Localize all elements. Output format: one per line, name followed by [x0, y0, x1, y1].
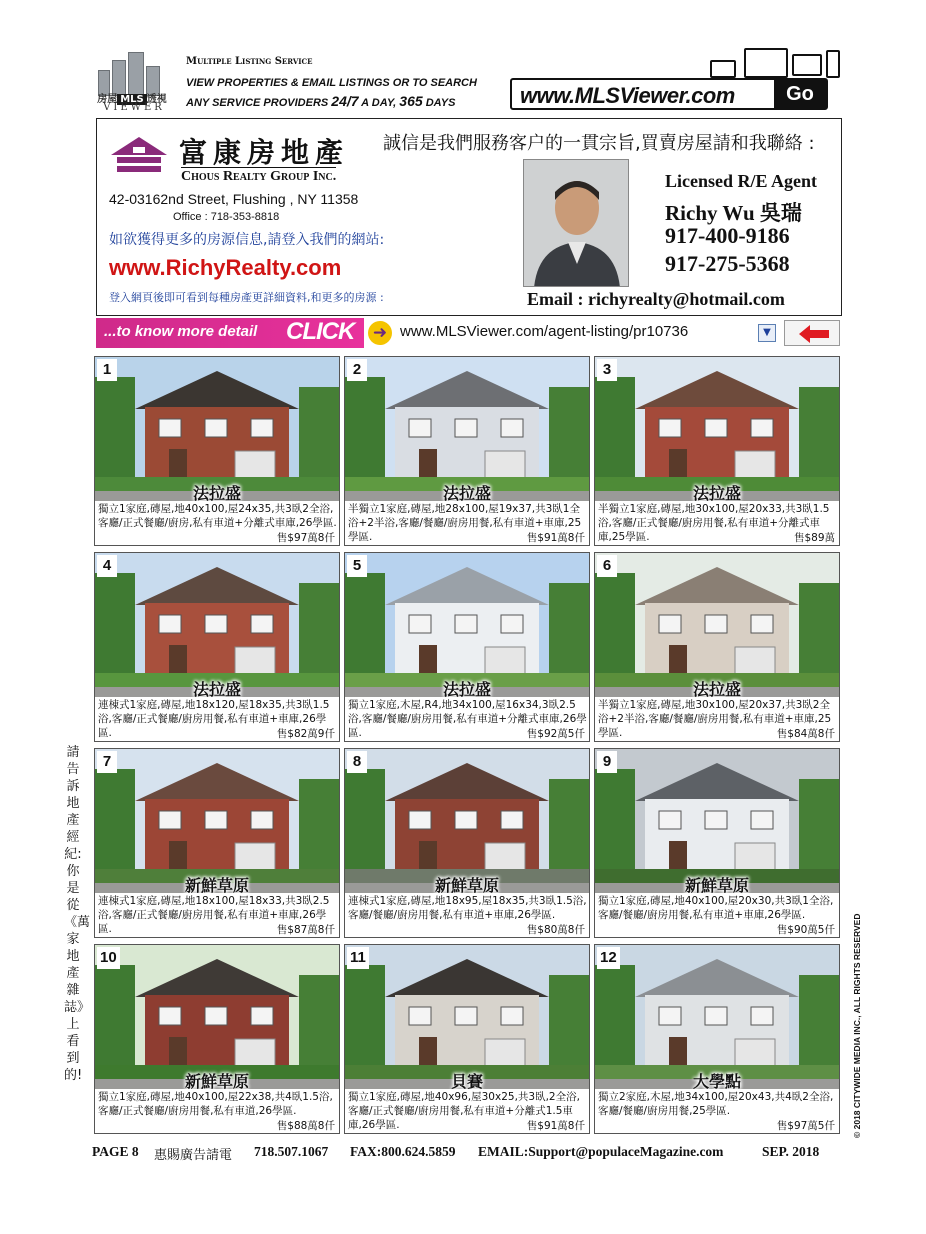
- agent-name: Richy Wu 吳瑞: [665, 201, 802, 225]
- listing-price: 售$84萬8仟: [774, 726, 835, 741]
- company-address: 42-03162nd Street, Flushing , NY 11358: [109, 191, 359, 207]
- listing-area: 大學點: [692, 1072, 741, 1091]
- listing-price: 售$92萬5仟: [524, 726, 585, 741]
- listing-price: 售$91萬8仟: [524, 530, 585, 545]
- more-detail-text: ...to know more detail: [104, 323, 258, 340]
- page-footer: [92, 1144, 844, 1164]
- mls-banner: [92, 44, 844, 118]
- house-photo[interactable]: [95, 553, 339, 697]
- listing-card[interactable]: [94, 944, 340, 1134]
- listing-description: 獨立1家庭,磚屋,地40x100,屋24x35,共3臥2全浴,客廳/正式餐廳/廚房,私有車道+分離式車庫,26學區.: [98, 503, 337, 529]
- chous-realty-logo: [109, 135, 169, 177]
- back-arrow-button[interactable]: [784, 320, 840, 346]
- logo-caption: 房屋 MLS 透視: [97, 94, 167, 105]
- office-phone: Office : 718-353-8818: [173, 211, 280, 223]
- listing-description: 獨立1家庭,磚屋,地40x100,屋22x38,共4臥1.5浴,客廳/正式餐廳/廚房用餐,私有車道,26學區.: [98, 1091, 333, 1117]
- devices-illustration: [708, 44, 842, 80]
- mls-tagline-2: ANY SERVICE PROVIDERS 24/7 A DAY, 365 DAYS: [186, 93, 456, 109]
- listing-number: 12: [597, 947, 620, 969]
- listing-description: 獨立1家庭,磚屋,地40x96,屋30x25,共3臥,2全浴,客廳/正式餐廳/廚房用餐,私有車道+分離式1.5車庫,26學區.: [348, 1091, 580, 1131]
- agent-email[interactable]: Email : richyrealty@hotmail.com: [527, 289, 785, 309]
- listing-card[interactable]: [344, 944, 590, 1134]
- listing-number: 2: [347, 359, 367, 381]
- company-name-en: Chous Realty Group Inc.: [181, 169, 337, 184]
- listing-description: 連棟式1家庭,磚屋,地18x120,屋18x35,共3臥1.5浴,客廳/正式餐廳/廚房用餐,私有車道+車庫,26學區.: [98, 699, 330, 739]
- click-bar: [96, 318, 842, 348]
- agent-motto: 誠信是我們服務客户的一貫宗旨,買賣房屋請和我聯絡 :: [383, 133, 815, 154]
- support-email[interactable]: EMAIL:Support@populaceMagazine.com: [478, 1144, 724, 1159]
- side-note-cn: 請告訴地產經紀: 你是從《萬家地產雜誌》上看到的!: [64, 745, 91, 1083]
- listing-card[interactable]: [94, 748, 340, 938]
- chevron-down-icon[interactable]: ▼: [758, 324, 776, 342]
- listing-number: 3: [597, 359, 617, 381]
- house-photo[interactable]: [595, 945, 839, 1089]
- agent-info-box: [96, 118, 842, 316]
- listing-description: 連棟式1家庭,磚屋,地18x100,屋18x33,共3臥2.5浴,客廳/正式餐廳/廚房用餐,私有車道+車庫,26學區.: [98, 895, 330, 935]
- listing-description: 半獨立1家庭,磚屋,地28x100,屋19x37,共3臥1全浴+2半浴,客廳/餐廳/廚房用餐,私有車道+車庫,25學區.: [348, 503, 582, 543]
- house-photo[interactable]: [345, 749, 589, 893]
- listing-description: 獨立1家庭,木屋,R4,地34x100,屋16x34,3臥2.5浴,客廳/餐廳/廚房用餐,私有車道+分離式車庫,26學區.: [348, 699, 587, 739]
- agent-listing-url[interactable]: www.MLSViewer.com/agent-listing/pr10736: [400, 323, 689, 340]
- listing-area: 新鮮草原: [184, 1072, 249, 1091]
- listing-area: 法拉盛: [692, 484, 741, 503]
- listing-card[interactable]: [344, 748, 590, 938]
- house-photo[interactable]: [595, 553, 839, 697]
- listing-number: 11: [347, 947, 369, 969]
- listing-number: 9: [597, 751, 617, 773]
- agent-website-link[interactable]: www.RichyRealty.com: [109, 255, 342, 280]
- listing-area: 新鮮草原: [184, 876, 249, 895]
- listing-number: 5: [347, 555, 367, 577]
- phone-icon: [826, 50, 840, 78]
- listing-area: 法拉盛: [442, 680, 491, 699]
- house-photo[interactable]: [95, 749, 339, 893]
- listing-description: 半獨立1家庭,磚屋,地30x100,屋20x37,共3臥2全浴+2半浴,客廳/餐廳/廚房用餐,私有車道+車庫,25學區.: [598, 699, 832, 739]
- listing-price: 售$80萬8仟: [524, 922, 585, 937]
- listing-price: 售$97萬8仟: [274, 530, 335, 545]
- mls-url-box[interactable]: [510, 78, 828, 110]
- listing-price: 售$89萬: [791, 530, 835, 545]
- listing-number: 10: [97, 947, 120, 969]
- monitor-icon: [744, 48, 788, 78]
- house-photo[interactable]: [95, 945, 339, 1089]
- house-photo[interactable]: [345, 553, 589, 697]
- house-photo[interactable]: [595, 357, 839, 501]
- house-photo[interactable]: [95, 357, 339, 501]
- page-number: PAGE 8: [92, 1144, 139, 1159]
- listing-price: 售$87萬8仟: [274, 922, 335, 937]
- arrow-right-icon: ➜: [368, 321, 392, 345]
- mls-url[interactable]: www.MLSViewer.com: [520, 83, 735, 108]
- issue-date: SEP. 2018: [762, 1144, 820, 1159]
- ad-phone: 718.507.1067: [254, 1144, 329, 1159]
- listing-price: 售$91萬8仟: [524, 1118, 585, 1133]
- camera-icon: [710, 60, 736, 78]
- listing-number: 1: [97, 359, 117, 381]
- listing-card[interactable]: [94, 552, 340, 742]
- listing-card[interactable]: [94, 356, 340, 546]
- house-photo[interactable]: [595, 749, 839, 893]
- listing-card[interactable]: [344, 356, 590, 546]
- house-photo[interactable]: [345, 945, 589, 1089]
- listing-number: 7: [97, 751, 117, 773]
- house-photo[interactable]: [345, 357, 589, 501]
- listing-card[interactable]: [594, 944, 840, 1134]
- listing-description: 獨立1家庭,磚屋,地40x100,屋20x30,共3臥1全浴,客廳/餐廳/廚房用餐,私有車道+車庫,26學區.: [598, 895, 834, 921]
- agent-phone-1[interactable]: 917-400-9186: [665, 223, 790, 248]
- click-banner[interactable]: [96, 318, 364, 348]
- listing-area: 法拉盛: [192, 680, 241, 699]
- logo-viewer-text: VIEWER: [103, 102, 165, 113]
- listing-price: 售$97萬5仟: [774, 1118, 835, 1133]
- agent-phone-2[interactable]: 917-275-5368: [665, 251, 790, 276]
- listing-area: 新鮮草原: [434, 876, 499, 895]
- go-button[interactable]: Go: [774, 80, 826, 108]
- agent-photo: [523, 159, 629, 287]
- listing-card[interactable]: [594, 748, 840, 938]
- mls-title: Multiple Listing Service: [186, 56, 313, 67]
- arrow-left-icon: [799, 325, 829, 343]
- fax-number: FAX:800.624.5859: [350, 1144, 456, 1159]
- listing-description: 連棟式1家庭,磚屋,地18x95,屋18x35,共3臥1.5浴,客廳/餐廳/廚房用餐,私有車道+車庫,26學區.: [348, 895, 587, 921]
- listing-price: 售$88萬8仟: [274, 1118, 335, 1133]
- listing-card[interactable]: [344, 552, 590, 742]
- click-label[interactable]: CLICK: [286, 318, 355, 345]
- listing-number: 8: [347, 751, 367, 773]
- website-prompt-cn: 如欲獲得更多的房源信息,請登入我們的網站:: [109, 232, 385, 248]
- login-note-cn: 登入網頁後即可看到每種房產更詳細資料,和更多的房源 :: [109, 291, 384, 304]
- ad-contact-label: 惠賜廣告請電: [154, 1148, 233, 1163]
- listing-card[interactable]: [594, 552, 840, 742]
- laptop-icon: [792, 54, 822, 76]
- mls-tagline-1: VIEW PROPERTIES & EMAIL LISTINGS OR TO SEARCH: [186, 77, 477, 89]
- listing-price: 售$90萬5仟: [774, 922, 835, 937]
- listing-number: 4: [97, 555, 117, 577]
- listing-area: 法拉盛: [442, 484, 491, 503]
- listing-description: 半獨立1家庭,磚屋,地30x100,屋20x33,共3臥1.5浴,客廳/正式餐廳/廚房用餐,私有車道+分離式車庫,25學區.: [598, 503, 830, 543]
- copyright-notice: © 2018 CITYWIDE MEDIA INC., ALL RIGHTS RESERVED: [852, 913, 862, 1138]
- listing-number: 6: [597, 555, 617, 577]
- listing-area: 貝賽: [450, 1072, 483, 1091]
- listing-description: 獨立2家庭,木屋,地34x100,屋20x43,共4臥2全浴,客廳/餐廳/廚房用餐,25學區.: [598, 1091, 834, 1117]
- listing-area: 法拉盛: [192, 484, 241, 503]
- listing-area: 新鮮草原: [684, 876, 749, 895]
- listing-price: 售$82萬9仟: [274, 726, 335, 741]
- agent-license: Licensed R/E Agent: [665, 171, 818, 191]
- company-name-cn: 富康房地產: [179, 136, 350, 169]
- listing-card[interactable]: [594, 356, 840, 546]
- listing-area: 法拉盛: [692, 680, 741, 699]
